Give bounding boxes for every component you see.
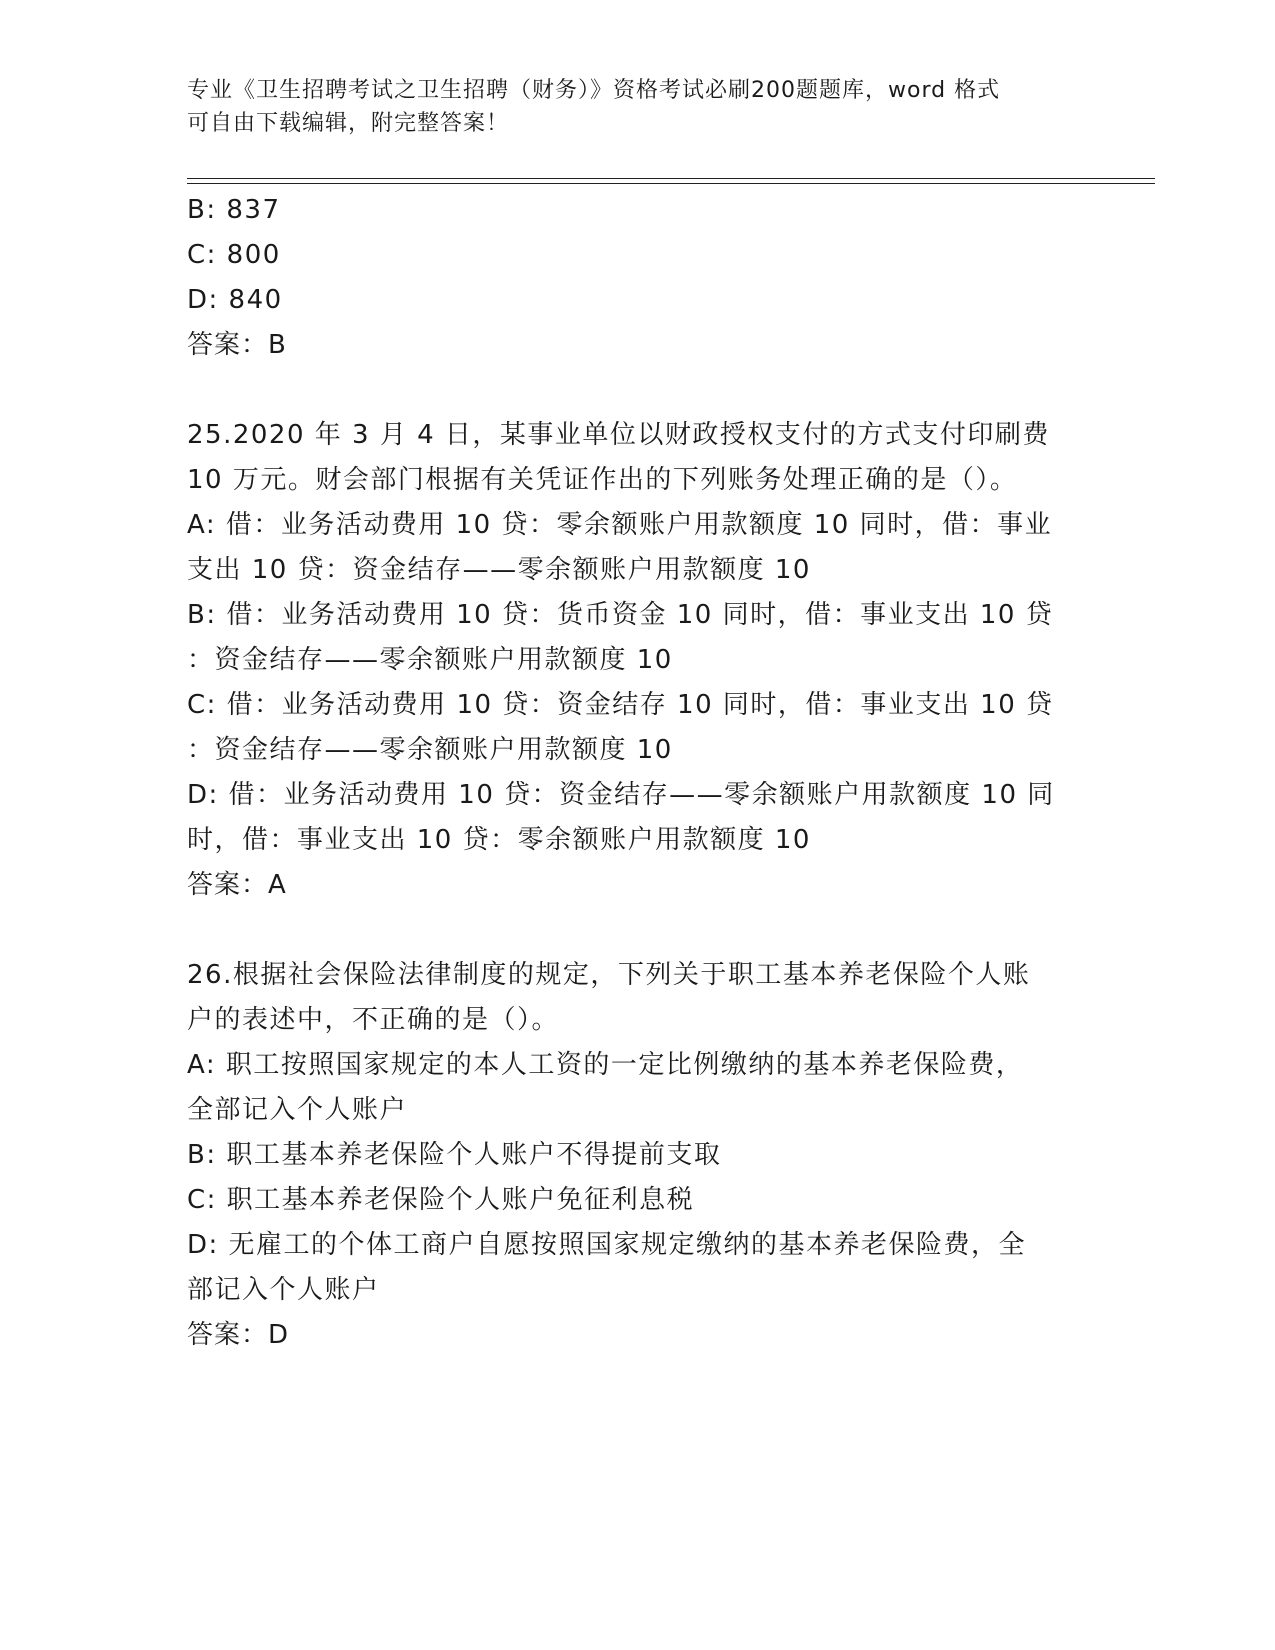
header-divider-bottom xyxy=(187,183,1155,184)
question-stem: 10 万元。财会部门根据有关凭证作出的下列账务处理正确的是（）。 xyxy=(187,465,1018,495)
question-stem: 户的表述中，不正确的是（）。 xyxy=(187,1005,560,1035)
option-a: 支出 10 贷：资金结存——零余额账户用款额度 10 xyxy=(187,555,811,585)
option-b: B: 职工基本养老保险个人账户不得提前支取 xyxy=(187,1140,722,1170)
answer: 答案：A xyxy=(187,870,287,900)
answer: 答案：B xyxy=(187,330,287,360)
header-line-1: 专业《卫生招聘考试之卫生招聘（财务）》资格考试必刷200题题库，word 格式 xyxy=(187,78,1001,103)
question-stem: 25.2020 年 3 月 4 日，某事业单位以财政授权支付的方式支付印刷费 xyxy=(187,420,1050,450)
option-c: ：资金结存——零余额账户用款额度 10 xyxy=(187,735,673,765)
question-content xyxy=(187,188,1087,1358)
question-stem: 26.根据社会保险法律制度的规定，下列关于职工基本养老保险个人账 xyxy=(187,960,1031,990)
option-d: 时，借：事业支出 10 贷：零余额账户用款额度 10 xyxy=(187,825,811,855)
option-d: D: 无雇工的个体工商户自愿按照国家规定缴纳的基本养老保险费，全 xyxy=(187,1230,1027,1260)
question-24-tail xyxy=(187,188,1087,368)
question-25 xyxy=(187,413,1087,908)
option-b: B: 837 xyxy=(187,195,281,225)
option-b: B: 借：业务活动费用 10 贷：货币资金 10 同时，借：事业支出 10 贷 xyxy=(187,600,1054,630)
option-c: C: 800 xyxy=(187,240,281,270)
option-b: ：资金结存——零余额账户用款额度 10 xyxy=(187,645,673,675)
option-d: 部记入个人账户 xyxy=(187,1275,380,1305)
option-c: C: 职工基本养老保险个人账户免征利息税 xyxy=(187,1185,695,1215)
document-header xyxy=(187,74,1087,140)
option-c: C: 借：业务活动费用 10 贷：资金结存 10 同时，借：事业支出 10 贷 xyxy=(187,690,1054,720)
option-a: A: 借：业务活动费用 10 贷：零余额账户用款额度 10 同时，借：事业 xyxy=(187,510,1053,540)
question-26 xyxy=(187,953,1087,1358)
header-divider-top xyxy=(187,178,1155,179)
option-a: 全部记入个人账户 xyxy=(187,1095,408,1125)
header-line-2: 可自由下载编辑，附完整答案！ xyxy=(187,111,510,136)
answer: 答案：D xyxy=(187,1320,290,1350)
option-d: D: 840 xyxy=(187,285,283,315)
option-a: A: 职工按照国家规定的本人工资的一定比例缴纳的基本养老保险费， xyxy=(187,1050,1024,1080)
option-d: D: 借：业务活动费用 10 贷：资金结存——零余额账户用款额度 10 同 xyxy=(187,780,1055,810)
